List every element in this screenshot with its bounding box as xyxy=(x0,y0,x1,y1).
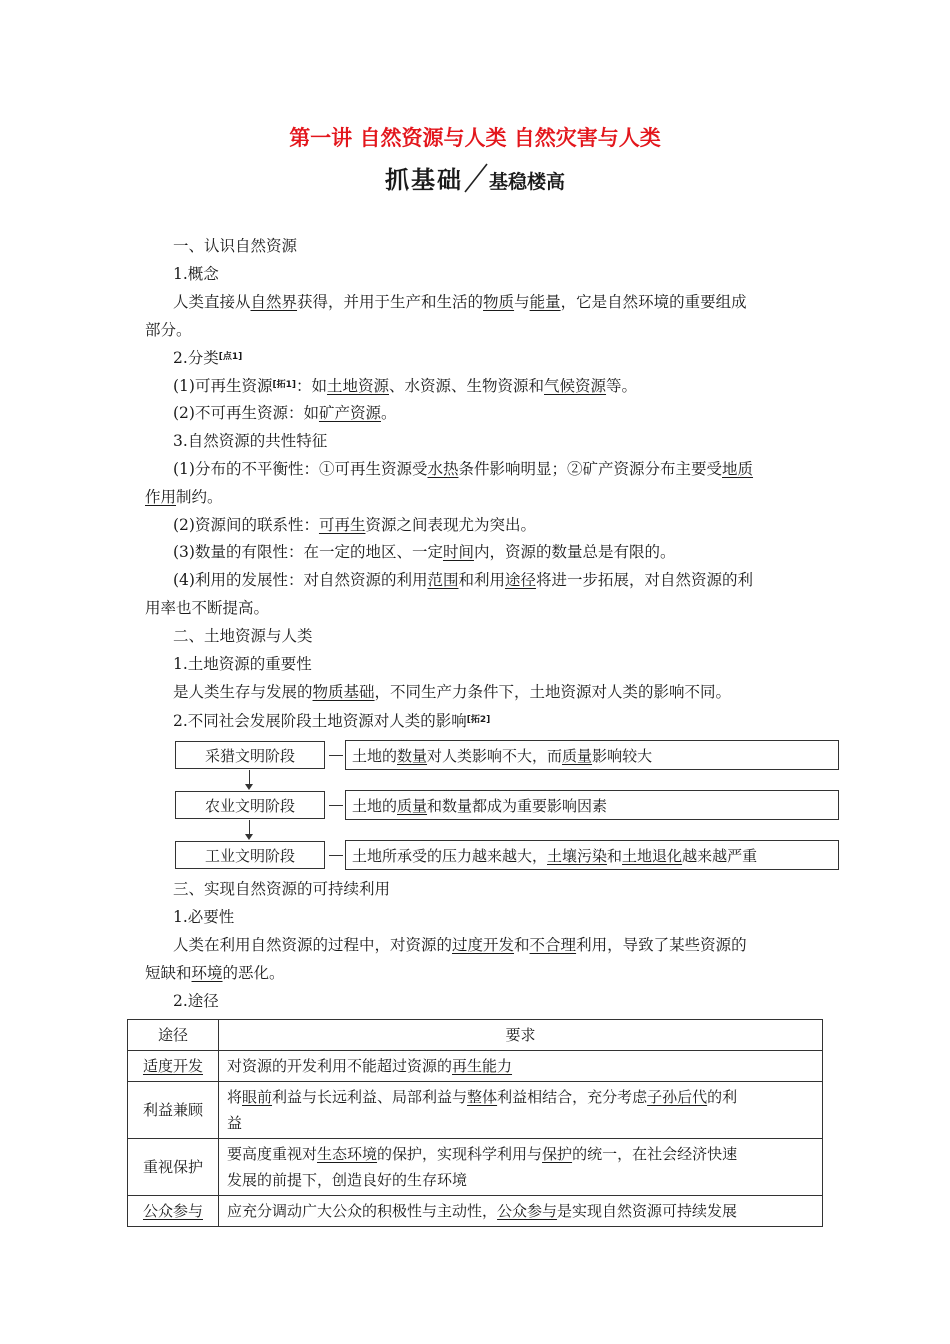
heading-necessity: 1.必要性 xyxy=(173,908,235,926)
table-header-row xyxy=(128,1020,823,1051)
tag-badge: [拓1] xyxy=(272,380,296,390)
heading-approaches: 2.途径 xyxy=(173,992,219,1010)
stage-box: 采猎文明阶段 xyxy=(175,741,325,769)
heading-s1: 一、认识自然资源 xyxy=(173,237,298,255)
table-cell: 公众参与 xyxy=(128,1196,219,1227)
heading-concept: 1.概念 xyxy=(173,265,219,283)
land-importance-text: 是人类生存与发展的物质基础，不同生产力条件下，土地资源对人类的影响不同。 xyxy=(173,683,732,701)
banner-sub: 基稳楼高 xyxy=(488,171,565,193)
banner-main: 抓基础 xyxy=(384,166,463,194)
concept-text-cont: 部分。 xyxy=(145,321,192,339)
table-row xyxy=(128,1051,823,1082)
feature-2: (2)资源间的联系性：可再生资源之间表现尤为突出。 xyxy=(173,516,536,534)
table-row xyxy=(128,1082,823,1139)
arrow-line xyxy=(249,820,250,835)
concept-text: 人类直接从自然界获得，并用于生产和生活的物质与能量，它是自然环境的重要组成 xyxy=(173,293,747,311)
connector xyxy=(329,755,343,756)
arrow-line xyxy=(249,770,250,785)
arrow-down-icon xyxy=(245,784,253,790)
table-cell: 适度开发 xyxy=(128,1051,219,1082)
table-cell: 对资源的开发利用不能超过资源的再生能力 xyxy=(219,1051,823,1082)
feature-3: (3)数量的有限性：在一定的地区、一定时间内，资源的数量总是有限的。 xyxy=(173,543,676,561)
connector xyxy=(329,805,343,806)
feature-1-cont: 作用制约。 xyxy=(145,488,223,506)
heading-land-stages: 2.不同社会发展阶段土地资源对人类的影响[拓2] xyxy=(173,712,491,730)
feature-1: (1)分布的不平衡性：①可再生资源受水热条件影响明显；②矿产资源分布主要受地质 xyxy=(173,460,754,478)
feature-4: (4)利用的发展性：对自然资源的利用范围和利用途径将进一步拓展，对自然资源的利 xyxy=(173,571,754,589)
nonrenewable-text: (2)不可再生资源：如矿产资源。 xyxy=(173,404,397,422)
heading-land-importance: 1.土地资源的重要性 xyxy=(173,655,312,673)
table-cell: 要高度重视对生态环境的保护，实现科学利用与保护的统一，在社会经济快速 发展的前提下，创造良好的生存环境 xyxy=(219,1139,823,1196)
heading-s3: 三、实现自然资源的可持续利用 xyxy=(173,880,391,898)
necessity-text-cont: 短缺和环境的恶化。 xyxy=(145,964,285,982)
stage-description: 土地的质量和数量都成为重要影响因素 xyxy=(345,790,839,820)
approaches-table xyxy=(127,1019,823,1227)
table-cell: 重视保护 xyxy=(128,1139,219,1196)
page-title: 第一讲 自然资源与人类 自然灾害与人类 xyxy=(289,126,661,150)
tag-badge: [拓2] xyxy=(466,715,491,725)
stage-box: 工业文明阶段 xyxy=(175,841,325,869)
arrow-down-icon xyxy=(245,834,253,840)
heading-s2: 二、土地资源与人类 xyxy=(173,627,313,645)
table-cell: 应充分调动广大公众的积极性与主动性，公众参与是实现自然资源可持续发展 xyxy=(219,1196,823,1227)
table-header-cell: 途径 xyxy=(128,1020,219,1051)
tag-badge: [点1] xyxy=(218,352,243,362)
banner-slash-icon xyxy=(463,162,489,194)
necessity-text: 人类在利用自然资源的过程中，对资源的过度开发和不合理利用，导致了某些资源的 xyxy=(173,936,747,954)
table-row xyxy=(128,1196,823,1227)
stage-box: 农业文明阶段 xyxy=(175,791,325,819)
connector xyxy=(329,855,343,856)
heading-classification: 2.分类[点1] xyxy=(173,349,243,367)
section-banner xyxy=(0,160,950,195)
stage-description: 土地所承受的压力越来越大，土壤污染和土地退化越来越严重 xyxy=(345,840,839,870)
heading-features: 3.自然资源的共性特征 xyxy=(173,432,328,450)
table-row xyxy=(128,1139,823,1196)
stage-description: 土地的数量对人类影响不大，而质量影响较大 xyxy=(345,740,839,770)
feature-4-cont: 用率也不断提高。 xyxy=(145,599,270,617)
table-header-cell: 要求 xyxy=(219,1020,823,1051)
table-cell: 将眼前利益与长远利益、局部利益与整体利益相结合，充分考虑子孙后代的利 益 xyxy=(219,1082,823,1139)
table-cell: 利益兼顾 xyxy=(128,1082,219,1139)
renewable-text: (1)可再生资源[拓1]：如土地资源、水资源、生物资源和气候资源等。 xyxy=(173,377,638,395)
